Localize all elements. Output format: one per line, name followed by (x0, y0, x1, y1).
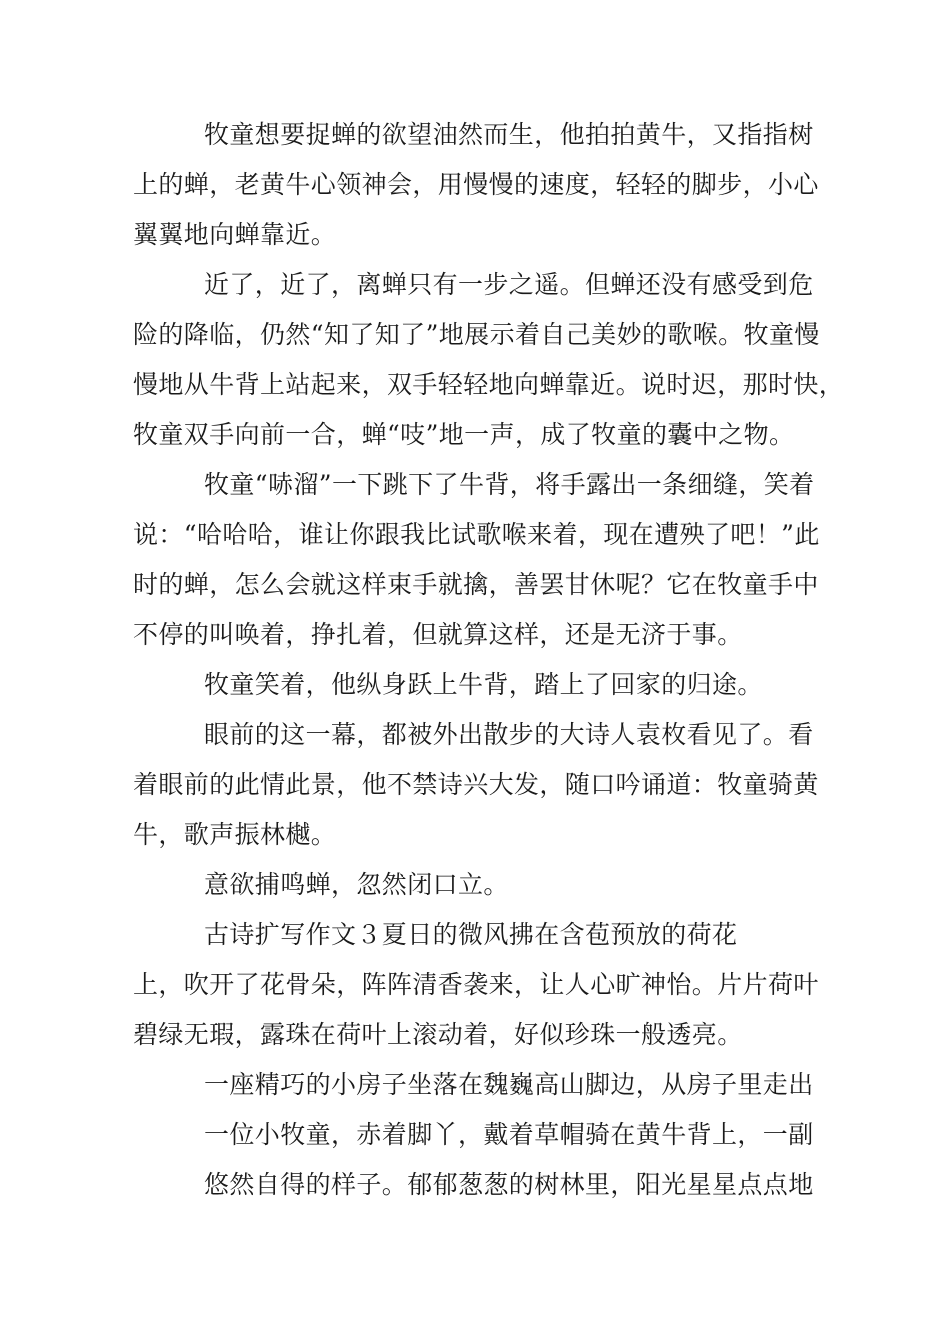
text-line: 牧童双手向前一合，蝉“吱”地一声，成了牧童的囊中之物。 (133, 420, 795, 449)
text-line: 悠然自得的样子。郁郁葱葱的树林里，阳光星星点点地 (204, 1170, 814, 1199)
text-line: 着眼前的此情此景，他不禁诗兴大发，随口吟诵道：牧童骑黄 (133, 770, 819, 799)
text-line: 牧童想要捉蝉的欲望油然而生，他拍拍黄牛，又指指树 (204, 120, 814, 149)
text-line: 上，吹开了花骨朵，阵阵清香袭来，让人心旷神怡。片片荷叶 (133, 970, 819, 999)
text-line: 一座精巧的小房子坐落在魏巍高山脚边，从房子里走出 (204, 1070, 814, 1099)
text-line: 牧童笑着，他纵身跃上牛背，踏上了回家的归途。 (204, 670, 763, 699)
text-line: 碧绿无瑕，露珠在荷叶上滚动着，好似珍珠一般透亮。 (133, 1020, 743, 1049)
text-line: 时的蝉，怎么会就这样束手就擒，善罢甘休呢？它在牧童手中 (133, 570, 819, 599)
text-line: 意欲捕鸣蝉，忽然闭口立。 (204, 870, 509, 899)
text-line: 上的蝉，老黄牛心领神会，用慢慢的速度，轻轻的脚步，小心 (133, 170, 819, 199)
text-line: 翼翼地向蝉靠近。 (133, 220, 337, 249)
text-line: 险的降临，仍然“知了知了”地展示着自己美妙的歌喉。牧童慢 (133, 320, 820, 349)
text-line: 牛，歌声振林樾。 (133, 820, 337, 849)
text-line: 说：“哈哈哈，谁让你跟我比试歌喉来着，现在遭殃了吧！”此 (133, 520, 820, 549)
text-line: 不停的叫唤着，挣扎着，但就算这样，还是无济于事。 (133, 620, 743, 649)
text-line: 眼前的这一幕，都被外出散步的大诗人袁枚看见了。看 (204, 720, 814, 749)
text-line: 一位小牧童，赤着脚丫，戴着草帽骑在黄牛背上，一副 (204, 1120, 814, 1149)
text-line: 古诗扩写作文３夏日的微风拂在含苞预放的荷花 (204, 920, 738, 949)
text-line: 近了，近了，离蝉只有一步之遥。但蝉还没有感受到危 (204, 270, 814, 299)
text-line: 牧童“哧溜”一下跳下了牛背，将手露出一条细缝，笑着 (204, 470, 815, 499)
text-line: 慢地从牛背上站起来，双手轻轻地向蝉靠近。说时迟，那时快， (133, 370, 845, 399)
